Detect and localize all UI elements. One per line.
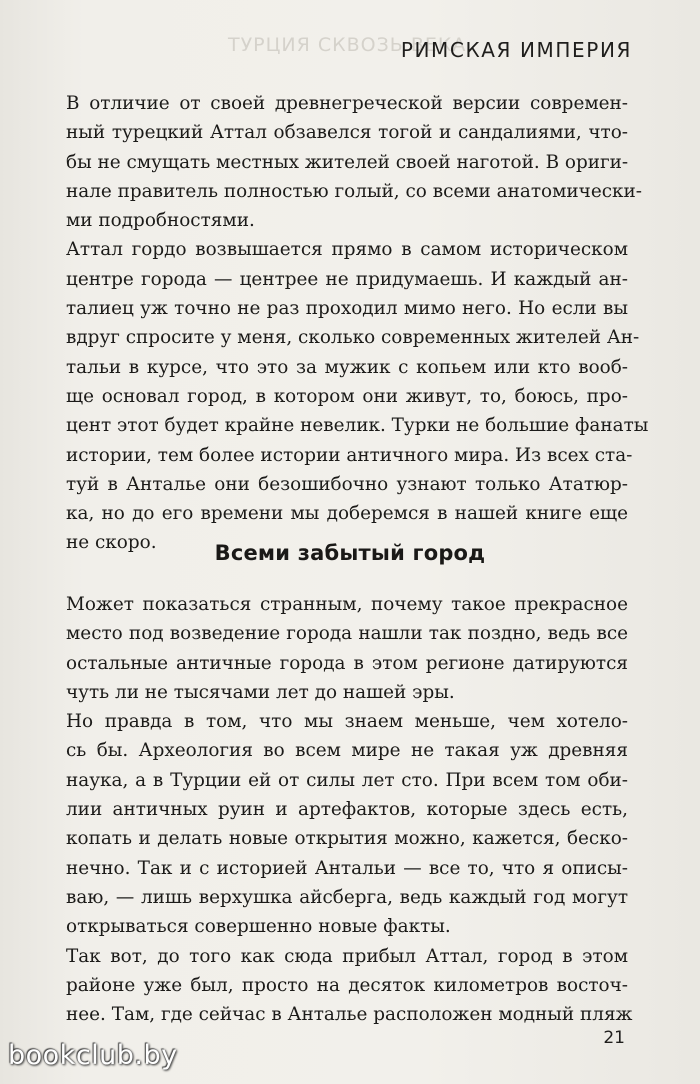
text-line: районе уже был, просто на десяток километров восточ- <box>66 974 628 996</box>
page-number: 21 <box>603 1028 625 1048</box>
paragraph <box>66 590 628 707</box>
text-line: место под возведение города нашли так поздно, ведь все <box>66 623 628 645</box>
text-line: В отличие от своей древнегреческой версии современ- <box>66 93 628 114</box>
text-line: талиец уж точно не раз проходил мимо него. Но если вы <box>66 298 628 320</box>
text-line: не скоро. <box>66 532 157 554</box>
text-line: ми подробностями. <box>66 210 255 232</box>
section-heading: Всеми забытый город <box>214 541 486 565</box>
text-line: ка, но до его времени мы доберемся в нашей книге еще <box>66 503 628 525</box>
text-line: сь бы. Археология во всем мире не такая уж древняя <box>66 740 628 762</box>
text-line: ный турецкий Аттал обзавелся тогой и сандалиями, что- <box>66 122 628 144</box>
text-line: чуть ли не тысячами лет до нашей эры. <box>66 681 455 703</box>
text-line: Может показаться странным, почему такое прекрасное <box>66 594 628 615</box>
paragraph <box>66 235 649 557</box>
text-line: остальные античные города в этом регионе датируются <box>66 652 628 674</box>
body-text-bottom <box>66 590 633 1029</box>
text-line: Но правда в том, что мы знаем меньше, чем хотело- <box>66 711 628 733</box>
body-text-top <box>66 89 649 558</box>
text-line: Аттал гордо возвышается прямо в самом историческом <box>66 239 628 261</box>
text-line: центре города — центрее не придумаешь. И каждый ан- <box>66 268 628 290</box>
text-line: Так вот, до того как сюда прибыл Аттал, город в этом <box>66 945 628 967</box>
text-line: копать и делать новые открытия можно, кажется, беско- <box>66 828 628 850</box>
text-line: нее. Там, где сейчас в Анталье расположен модный пляж <box>66 1004 633 1026</box>
running-head: РИМСКАЯ ИМПЕРИЯ <box>400 38 632 62</box>
text-line: туй в Анталье они безошибочно узнают только Ататюр- <box>66 473 628 495</box>
text-line: наука, а в Турции ей от силы лет сто. При всем том оби- <box>66 769 628 791</box>
text-line: истории, тем более истории античного мира. Из всех ста- <box>66 444 633 466</box>
text-line: нале правитель полностью голый, со всеми анатомически- <box>66 180 642 202</box>
text-line: нечно. Так и с историей Антальи — все то, что я описы- <box>66 857 628 879</box>
text-line: цент этот будет крайне невелик. Турки не большие фанаты <box>66 415 649 437</box>
text-line: бы не смущать местных жителей своей наготой. В ориги- <box>66 151 629 173</box>
text-line: ваю, — лишь верхушка айсберга, ведь каждый год могут <box>66 886 628 908</box>
text-line: открываться совершенно новые факты. <box>66 916 451 938</box>
bleed-through-heading: ТУРЦИЯ СКВОЗЬ ВЕКА <box>228 34 467 56</box>
text-line: ще основал город, в котором они живут, то, боюсь, про- <box>66 385 628 407</box>
text-line: лии античных руин и артефактов, которые здесь есть, <box>66 799 628 821</box>
watermark: bookclub.by <box>8 1040 178 1071</box>
text-line: тальи в курсе, что это за мужик с копьем или кто вооб- <box>66 356 628 378</box>
paragraph <box>66 707 628 941</box>
paragraph <box>66 89 642 235</box>
paragraph <box>66 942 633 1030</box>
text-line: вдруг спросите у меня, сколько современных жителей Ан- <box>66 327 640 349</box>
